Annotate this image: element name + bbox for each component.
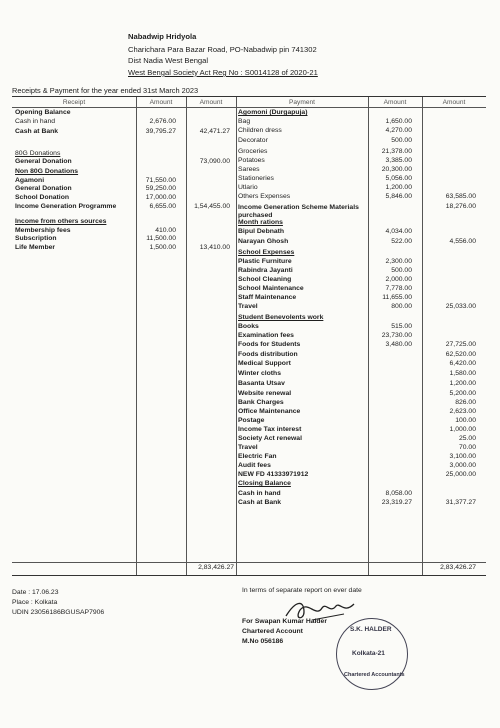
org-name: Nabadwip Hridyola — [128, 32, 197, 41]
receipt-row-label: School Donation — [15, 194, 69, 201]
receipt-row-label: Cash at Bank — [15, 128, 59, 135]
payment-row-label: Potatoes — [238, 157, 265, 164]
payment-row-amount: 1,650.00 — [385, 118, 412, 125]
payment-row-amount: 515.00 — [391, 323, 412, 330]
col-amount-1: Amount — [149, 99, 173, 106]
col-amount-2: Amount — [199, 99, 223, 106]
signatory-membership: M.No 056186 — [242, 638, 284, 645]
payment-row-label: Bank Charges — [238, 399, 284, 406]
payment-row-subtotal: 62,520.00 — [445, 351, 476, 358]
col-receipt: Receipt — [62, 99, 86, 106]
footer-date: Date : 17.06.23 — [12, 589, 59, 596]
col-amount-3: Amount — [383, 99, 407, 106]
receipt-row-label: Agamoni — [15, 177, 45, 184]
payment-row-label: Foods distribution — [238, 351, 298, 358]
payment-row-amount: 500.00 — [391, 137, 412, 144]
payment-row-label: Travel — [238, 303, 258, 310]
payment-row-amount: 2,000.00 — [385, 276, 412, 283]
payment-row-subtotal: 25,033.00 — [445, 303, 476, 310]
payment-row-label: Month rations — [238, 219, 283, 226]
receipt-row-amount: 39,795.27 — [145, 128, 176, 135]
payment-row-amount: 20,300.00 — [381, 166, 412, 173]
payment-row-amount: 4,270.00 — [385, 127, 412, 134]
payment-row-label: Narayan Ghosh — [238, 238, 289, 245]
payment-row-label: Cash in hand — [238, 490, 281, 497]
payment-total: 2,83,426.27 — [440, 564, 476, 571]
receipt-row-subtotal: 13,410.00 — [199, 244, 230, 251]
payment-row-subtotal: 6,420.00 — [449, 360, 476, 367]
payment-row-label: Staff Maintenance — [238, 294, 297, 301]
payment-row-subtotal: 18,276.00 — [445, 203, 476, 210]
receipt-row-label: General Donation — [15, 185, 72, 192]
payment-row-amount: 500.00 — [391, 267, 412, 274]
payment-row-label: Books — [238, 323, 259, 330]
stamp-bottom-text: Chartered Accountants — [344, 672, 405, 678]
receipt-row-label: Cash in hand — [15, 118, 56, 125]
footer-terms: In terms of separate report on ever date — [242, 587, 362, 594]
receipt-row-subtotal: 42,471.27 — [199, 128, 230, 135]
payment-row-label: Basanta Utsav — [238, 380, 285, 387]
signatory-name: For Swapan Kumar Haider — [242, 618, 327, 625]
payment-row-label: Society Act renewal — [238, 435, 302, 442]
payment-row-amount: 23,319.27 — [381, 499, 412, 506]
col-amount-4: Amount — [442, 99, 466, 106]
payment-row-label: Bipul Debnath — [238, 228, 285, 235]
payment-row-subtotal: 5,200.00 — [449, 390, 476, 397]
payment-row-subtotal: 2,623.00 — [449, 408, 476, 415]
payment-row-amount: 4,034.00 — [385, 228, 412, 235]
receipt-row-amount: 2,676.00 — [149, 118, 176, 125]
org-district: Dist Nadia West Bengal — [128, 56, 209, 65]
receipt-row-label: Life Member — [15, 244, 56, 251]
payment-row-label: School Cleaning — [238, 276, 292, 283]
payment-row-label: Stationeries — [238, 175, 274, 182]
payment-row-label: Winter cloths — [238, 370, 281, 377]
payment-row-label: Bag — [238, 118, 251, 125]
payment-row-label: Student Benevolents work — [238, 314, 324, 321]
footer-place: Place : Kolkata — [12, 599, 58, 606]
payment-row-label: Sarees — [238, 166, 260, 173]
receipt-row-label: Membership fees — [15, 227, 71, 234]
receipt-row-subtotal: 1,54,455.00 — [194, 203, 230, 210]
receipt-row-amount: 71,550.00 — [145, 177, 176, 184]
payment-row-label: Closing Balance — [238, 480, 291, 487]
payment-row-label: Cash at Bank — [238, 499, 282, 506]
payment-row-subtotal: 70.00 — [458, 444, 476, 451]
payment-row-amount: 11,655.00 — [382, 294, 412, 301]
payment-row-subtotal: 27,725.00 — [445, 341, 476, 348]
payment-row-amount: 2,300.00 — [385, 258, 412, 265]
payment-row-label: Plastic Furniture — [238, 258, 292, 265]
payment-row-label: Rabindra Jayanti — [238, 267, 293, 274]
payment-row-label: Postage — [238, 417, 265, 424]
payment-row-label: NEW FD 41333971912 — [238, 471, 309, 478]
payment-row-subtotal: 25,000.00 — [445, 471, 476, 478]
payment-row-label: Decorator — [238, 137, 268, 144]
receipt-row-amount: 17,000.00 — [145, 194, 176, 201]
payment-row-label: Foods for Students — [238, 341, 301, 348]
receipt-total: 2,83,426.27 — [198, 564, 234, 571]
receipt-row-amount: 11,500.00 — [146, 235, 176, 242]
payment-row-label: Groceries — [238, 148, 268, 155]
stamp-top-text: S.K. HALDER — [350, 626, 392, 633]
receipt-row-amount: 1,500.00 — [149, 244, 176, 251]
payment-row-label: Examination fees — [238, 332, 294, 339]
payment-row-subtotal: 63,585.00 — [445, 193, 476, 200]
payment-row-label: Income Tax interest — [238, 426, 302, 433]
payment-row-label: Children dress — [238, 127, 282, 134]
receipt-row-amount: 6,655.00 — [149, 203, 176, 210]
receipt-row-label: 80G Donations — [15, 150, 61, 157]
payment-row-label: Medical Support — [238, 360, 291, 367]
payment-row-subtotal: 3,000.00 — [449, 462, 476, 469]
receipt-row-amount: 410.00 — [155, 227, 176, 234]
payment-row-subtotal: 25.00 — [458, 435, 476, 442]
payment-row-amount: 522.00 — [391, 238, 412, 245]
registration-number: West Bengal Society Act Reg No : S0014128 of 2020-21 — [128, 68, 318, 77]
payment-row-amount: 21,378.00 — [381, 148, 412, 155]
payment-row-label: Website renewal — [238, 390, 292, 397]
col-payment: Payment — [288, 99, 316, 106]
payment-row-label: Income Generation Scheme Materials purchased — [238, 204, 359, 219]
receipt-row-amount: 59,250.00 — [145, 185, 176, 192]
statement-caption: Receipts & Payment for the year ended 31st March 2023 — [12, 86, 199, 95]
payment-row-amount: 1,200.00 — [385, 184, 412, 191]
receipt-row-label: General Donation — [15, 158, 72, 165]
payment-row-amount: 3,480.00 — [385, 341, 412, 348]
footer-udin: UDIN 23056186BGUSAP7906 — [12, 609, 105, 616]
payment-row-subtotal: 100.00 — [455, 417, 476, 424]
payment-row-label: Agomoni (Durgapuja) — [238, 109, 308, 116]
payment-row-subtotal: 1,000.00 — [449, 426, 476, 433]
payment-row-amount: 8,058.00 — [385, 490, 412, 497]
receipt-row-label: Non 80G Donations — [15, 168, 79, 175]
payment-row-subtotal: 826.00 — [455, 399, 476, 406]
payment-row-amount: 7,778.00 — [385, 285, 412, 292]
receipt-row-label: Income from others sources — [15, 218, 107, 225]
payment-row-amount: 23,730.00 — [381, 332, 412, 339]
payment-row-label: Travel — [238, 444, 258, 451]
payment-row-label: School Expenses — [238, 249, 295, 256]
org-address: Charichara Para Bazar Road, PO-Nabadwip pin 741302 — [128, 45, 317, 54]
payment-row-label: Utlario — [238, 184, 258, 191]
payment-row-label: School Maintenance — [238, 285, 304, 292]
receipt-row-subtotal: 73,090.00 — [199, 158, 230, 165]
payment-row-subtotal: 1,580.00 — [449, 370, 476, 377]
payment-row-amount: 5,056.00 — [385, 175, 412, 182]
receipt-row-label: Subscription — [15, 235, 57, 242]
payment-row-subtotal: 4,556.00 — [449, 238, 476, 245]
payment-row-label: Electric Fan — [238, 453, 277, 460]
payment-row-amount: 800.00 — [391, 303, 412, 310]
payment-row-subtotal: 3,100.00 — [449, 453, 476, 460]
payment-row-label: Others Expenses — [238, 193, 291, 200]
payment-row-subtotal: 31,377.27 — [445, 499, 476, 506]
payment-row-amount: 3,385.00 — [385, 157, 412, 164]
payment-row-label: Office Maintenance — [238, 408, 301, 415]
receipt-row-label: Opening Balance — [15, 109, 71, 116]
payment-row-amount: 5,846.00 — [385, 193, 412, 200]
signatory-title: Chartered Account — [242, 628, 303, 635]
payment-row-subtotal: 1,200.00 — [449, 380, 476, 387]
payment-row-label: Audit fees — [238, 462, 271, 469]
receipt-row-label: Income Generation Programme — [15, 203, 117, 210]
stamp-middle-text: Kolkata-21 — [352, 650, 385, 657]
